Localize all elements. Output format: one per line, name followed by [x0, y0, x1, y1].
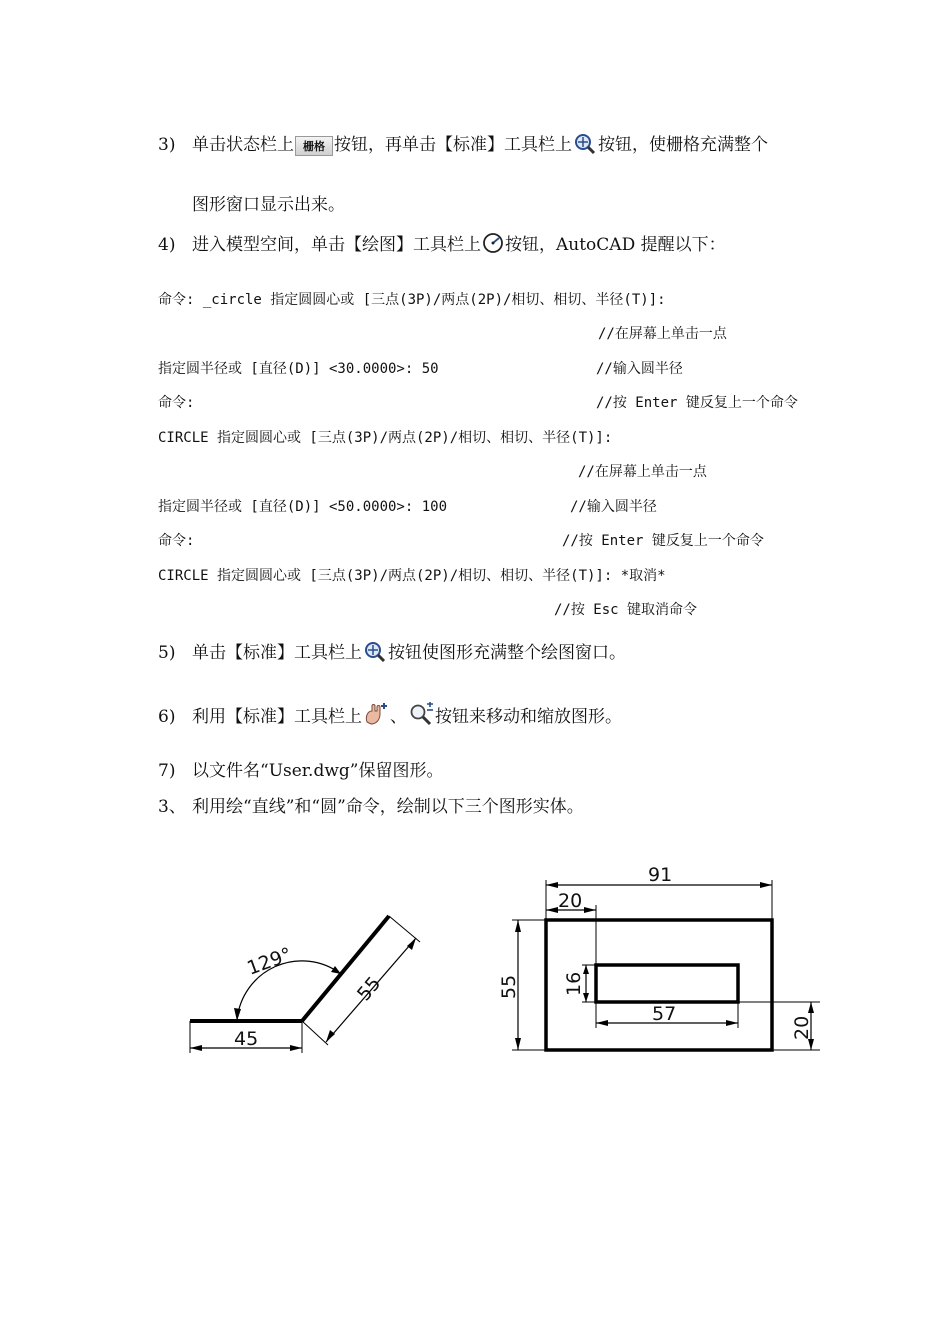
circle-tool-icon	[482, 232, 504, 259]
step-text: 按钮，使栅格充满整个	[598, 135, 768, 155]
step-3-line-1	[158, 130, 768, 159]
figure-angle-drawing	[180, 900, 440, 1070]
step-7	[158, 756, 443, 781]
step-text: 进入模型空间，单击【绘图】工具栏上	[192, 235, 481, 255]
command-comment: //按 Enter 键反复上一个命令	[562, 533, 764, 549]
step-text: 单击【标准】工具栏上	[192, 643, 362, 663]
command-line: 命令:	[158, 395, 195, 411]
step-text: 按钮使图形充满整个绘图窗口。	[388, 643, 626, 663]
step-text: 按钮，再单击【标准】工具栏上	[334, 135, 572, 155]
step-text: 单击状态栏上	[192, 135, 294, 155]
step-text: 、	[390, 707, 407, 727]
task-text: 利用绘“直线”和“圆”命令，绘制以下三个图形实体。	[192, 797, 584, 817]
step-5	[158, 638, 626, 667]
dim-outer-width-label: 91	[648, 864, 673, 886]
dim-offset-bottom-label: 20	[791, 1015, 813, 1040]
command-comment: //在屏幕上单击一点	[598, 326, 727, 342]
grid-button-icon: 栅格	[295, 136, 333, 156]
pan-realtime-icon	[363, 702, 389, 731]
step-number: 7)	[158, 761, 176, 781]
step-number: 6)	[158, 707, 176, 727]
step-6	[158, 702, 622, 731]
extension-line	[302, 1021, 328, 1045]
dim-offset-left-label: 20	[558, 890, 583, 912]
step-number: 3)	[158, 135, 176, 155]
zoom-realtime-icon	[408, 702, 434, 731]
zoom-extents-icon	[363, 640, 387, 667]
figure-rectangle-drawing	[490, 860, 830, 1065]
step-text: 利用【标准】工具栏上	[192, 707, 362, 727]
command-comment: //输入圆半径	[570, 499, 657, 515]
command-line: 指定圆半径或 [直径(D)] <30.0000>: 50	[158, 361, 439, 377]
slant-segment	[302, 916, 389, 1021]
command-comment: //在屏幕上单击一点	[578, 464, 707, 480]
command-comment: //输入圆半径	[596, 361, 683, 377]
command-line: 指定圆半径或 [直径(D)] <50.0000>: 100	[158, 499, 448, 515]
step-3-line-2: 图形窗口显示出来。	[192, 195, 345, 215]
dim-base-label: 45	[234, 1028, 259, 1050]
command-line: CIRCLE 指定圆圆心或 [三点(3P)/两点(2P)/相切、相切、半径(T)]:	[158, 430, 613, 446]
dim-outer-height-label: 55	[498, 974, 520, 999]
dim-inner-width-label: 57	[652, 1003, 677, 1025]
command-comment: //按 Esc 键取消命令	[554, 602, 698, 618]
inner-rectangle	[596, 965, 738, 1002]
command-line: 命令:	[158, 533, 195, 549]
dim-angle-label: 129°	[244, 943, 295, 980]
step-text: 以文件名“User.dwg”保留图形。	[192, 761, 444, 781]
dim-slant-label: 55	[352, 972, 386, 1006]
step-text: 按钮，AutoCAD 提醒以下：	[505, 235, 726, 255]
task-number: 3、	[158, 797, 186, 817]
command-line: CIRCLE 指定圆圆心或 [三点(3P)/两点(2P)/相切、相切、半径(T)]: *取消*	[158, 568, 666, 584]
zoom-extents-icon	[573, 132, 597, 159]
task-3	[158, 792, 584, 817]
step-text: 按钮来移动和缩放图形。	[435, 707, 622, 727]
command-line: 命令: _circle 指定圆圆心或 [三点(3P)/两点(2P)/相切、相切、半径(T)]:	[158, 292, 666, 308]
step-number: 4)	[158, 235, 176, 255]
step-number: 5)	[158, 643, 176, 663]
command-comment: //按 Enter 键反复上一个命令	[596, 395, 798, 411]
dim-inner-height-label: 16	[563, 971, 585, 996]
step-4	[158, 230, 726, 259]
